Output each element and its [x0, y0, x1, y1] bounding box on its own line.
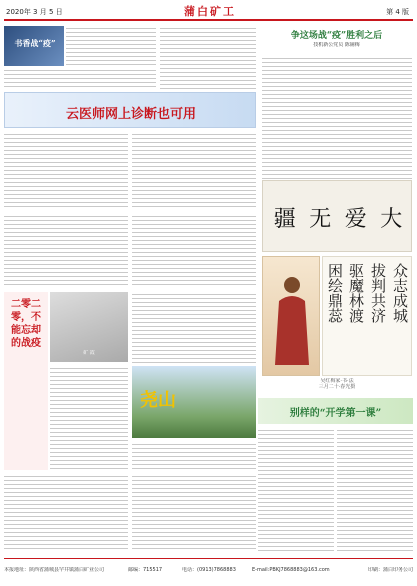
figure-painting — [262, 256, 320, 376]
book-essay-text-2 — [4, 68, 156, 90]
struggle-title-box — [260, 26, 413, 54]
masthead — [0, 0, 417, 22]
mid-text-1 — [4, 214, 128, 288]
calligraphy-char: 爱 — [344, 206, 367, 232]
footer-email: E-mail:PBKJ7868883@163.com — [252, 567, 330, 573]
mountain-image — [132, 366, 256, 438]
masthead-rule — [4, 19, 413, 21]
calligraphy-char: 无 — [309, 206, 332, 232]
cloud-hospital-text-2 — [132, 132, 256, 210]
first-lesson-title: 别样的“开学第一课” — [289, 408, 382, 419]
footer-printer: 印刷：蒲白印务公司 — [367, 567, 413, 573]
page-number: 第 4 版 — [386, 8, 409, 16]
calligraphy-horizontal — [262, 180, 412, 252]
calligraphy-char: 疆 — [273, 206, 296, 232]
cloud-hospital-text-1 — [4, 132, 128, 210]
calligraphy-col-4: 困绘鼎蕊 — [326, 263, 344, 323]
bottom-text-1 — [4, 474, 128, 552]
footer-postcode: 邮编：715517 — [128, 567, 163, 573]
cloud-hospital-banner — [4, 92, 256, 128]
not-forget-title: 二零二零，不能忘却的战疫 — [11, 299, 41, 349]
mountain-title: 尧山 — [140, 390, 176, 411]
calligraphy-col-2: 拔判共济 — [369, 263, 387, 323]
first-lesson-text-2 — [337, 428, 413, 552]
struggle-title: 争这场战“疫”胜利之后 — [290, 31, 383, 41]
calligraphy-char: 大 — [380, 206, 403, 232]
figure-silhouette-icon — [271, 271, 313, 367]
calligraphy-caption: 吴红梅家·书·法 三月二十·春光摄 — [318, 378, 356, 390]
book-essay-title: 书香战“疫” — [14, 38, 56, 48]
not-forget-text — [50, 366, 128, 470]
footer-phone: 电话：(0913)7868883 — [182, 567, 236, 573]
footer-sponsor: 本报地址：陕西省蒲城县罕井镇蒲白矿业公司 — [4, 567, 105, 573]
not-forget-image — [50, 292, 128, 362]
mid-text-2 — [132, 214, 256, 288]
calligraphy-horizontal-text — [267, 189, 409, 245]
center-article-text — [160, 26, 256, 90]
bottom-text-2 — [132, 474, 256, 552]
not-forget-panel — [4, 292, 48, 470]
mountain-text — [132, 442, 256, 470]
paper-name: 蒲白矿工 — [184, 5, 236, 18]
struggle-byline: 技机新公党员 陈铺梅 — [313, 42, 360, 48]
struggle-text — [262, 56, 412, 180]
not-forget-author: 矿 霞 — [83, 350, 95, 356]
mid-text-3 — [132, 292, 256, 364]
calligraphy-col-1: 众志成城 — [391, 263, 409, 323]
calligraphy-vertical — [322, 256, 412, 376]
footer — [4, 558, 413, 582]
calligraphy-col-3: 驱魔林渡 — [347, 263, 365, 323]
cloud-hospital-title: 云医师网上诊断也可用 — [65, 107, 196, 122]
first-lesson-text-1 — [258, 428, 334, 552]
first-lesson-banner — [258, 398, 413, 424]
issue-date: 2020年 3 月 5 日 — [6, 8, 63, 16]
book-essay-banner — [4, 26, 64, 66]
